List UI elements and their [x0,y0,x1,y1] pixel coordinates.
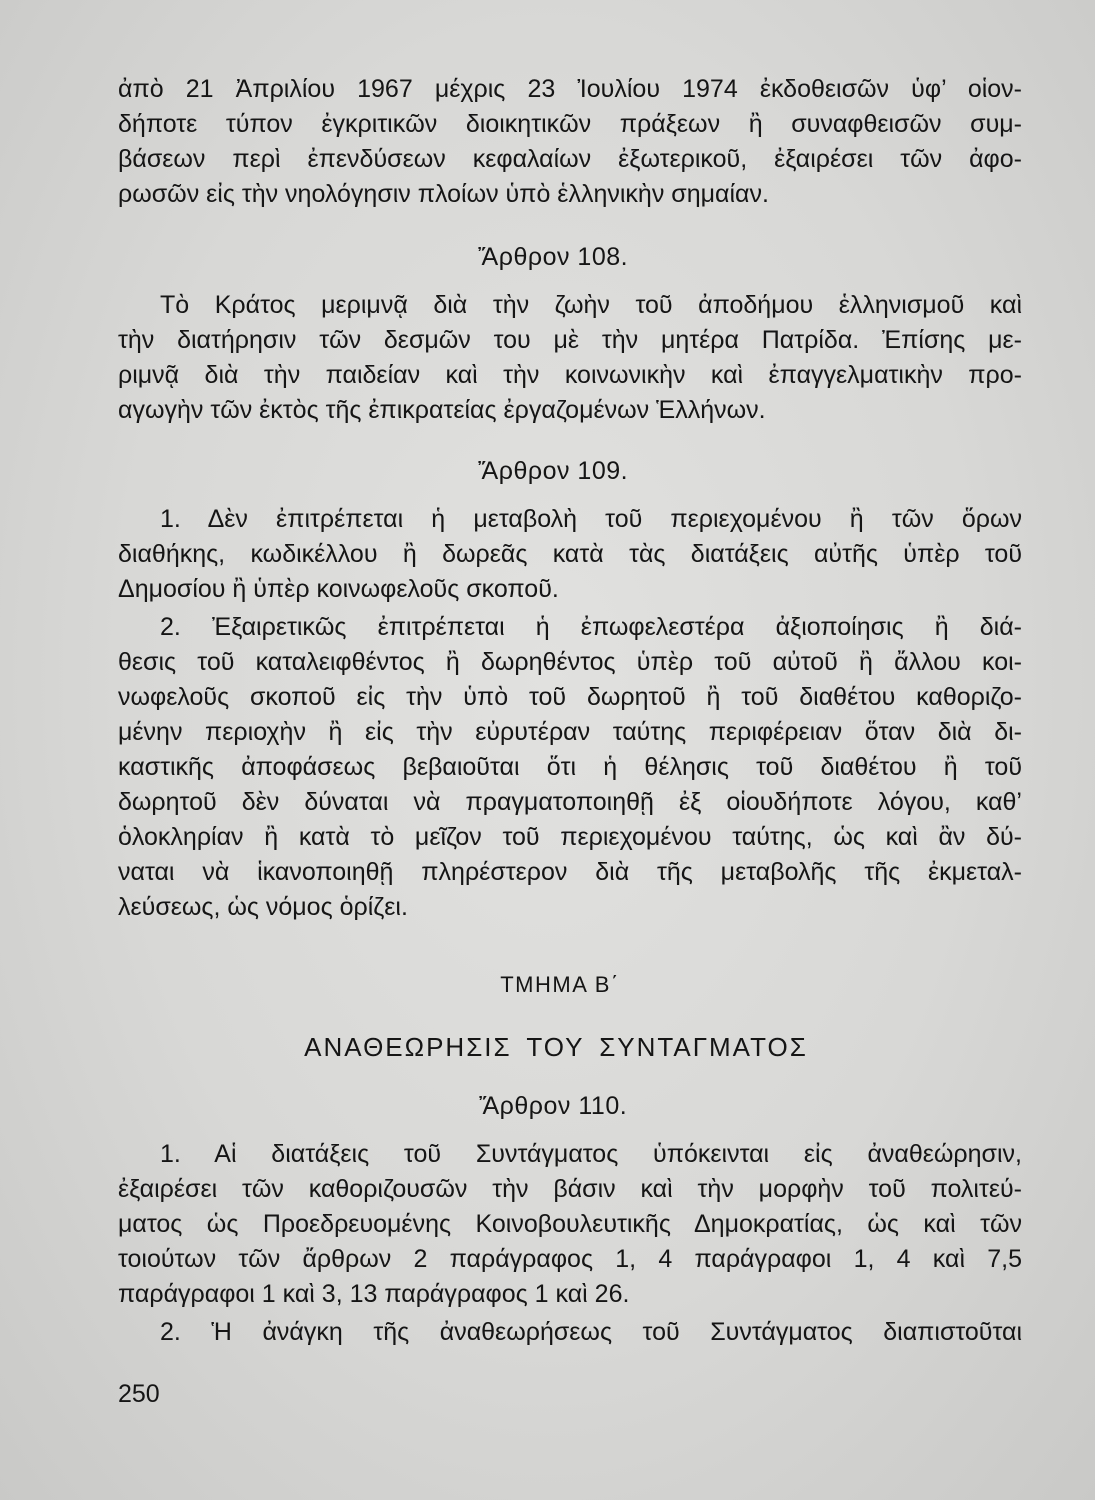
section-title: ΑΝΑΘΕΩΡΗΣΙΣ ΤΟΥ ΣΥΝΤΑΓΜΑΤΟΣ [304,1032,808,1062]
text-line: 1. Δὲν ἐπιτρέπεται ἡ μεταβολὴ τοῦ περιεχομένου ἢ τῶν ὅρων [160,505,1022,533]
text-line: ἀπὸ 21 Ἀπριλίου 1967 μέχρις 23 Ἰουλίου 1974 ἐκδοθεισῶν ὑφ’ οἱον- [118,75,1022,103]
text-line: 1. Αἱ διατάξεις τοῦ Συντάγματος ὑπόκεινται εἰς ἀναθεώρησιν, [160,1140,1022,1168]
article-110-paragraph-2 [118,1315,1022,1350]
text-line: δωρητοῦ δὲν δύναται νὰ πραγματοποιηθῇ ἐξ οἱουδήποτε λόγου, καθ’ [118,788,1022,816]
text-line: λεύσεως, ὡς νόμος ὁρίζει. [118,893,408,921]
page-number: 250 [118,1380,160,1408]
continued-paragraph [118,72,1022,212]
text-line: αγωγὴν τῶν ἐκτὸς τῆς ἐπικρατείας ἐργαζομένων Ἑλλήνων. [118,396,766,424]
article-108-paragraph [118,288,1022,428]
text-line: νωφελοῦς σκοποῦ εἰς τὴν ὑπὸ τοῦ δωρητοῦ ἢ τοῦ διαθέτου καθοριζο- [118,683,1022,711]
text-line: 2. Ἐξαιρετικῶς ἐπιτρέπεται ἡ ἐπωφελεστέρα ἀξιοποίησις ἢ διά- [160,613,1022,641]
section-label: ΤΜΗΜΑ Β΄ [500,972,620,997]
text-line: τοιούτων τῶν ἄρθρων 2 παράγραφος 1, 4 παράγραφοι 1, 4 καὶ 7,5 [118,1245,1022,1273]
text-line: τὴν διατήρησιν τῶν δεσμῶν του μὲ τὴν μητέρα Πατρίδα. Ἐπίσης με- [118,326,1022,354]
text-line: βάσεων περὶ ἐπενδύσεων κεφαλαίων ἐξωτερικοῦ, ἐξαιρέσει τῶν ἀφο- [118,145,1022,173]
text-line: δήποτε τύπον ἐγκριτικῶν διοικητικῶν πράξεων ἢ συναφθεισῶν συμ- [118,110,1022,138]
text-line: ριμνᾷ διὰ τὴν παιδείαν καὶ τὴν κοινωνικὴν καὶ ἐπαγγελματικὴν προ- [118,361,1022,389]
text-line: ματος ὡς Προεδρευομένης Κοινοβουλευτικῆς Δημοκρατίας, ὡς καὶ τῶν [118,1210,1022,1238]
article-110-paragraph-1 [118,1137,1022,1312]
text-line: Τὸ Κράτος μεριμνᾷ διὰ τὴν ζωὴν τοῦ ἀποδήμου ἑλληνισμοῦ καὶ [160,291,1022,319]
text-line: Δημοσίου ἢ ὑπὲρ κοινωφελοῦς σκοποῦ. [118,575,559,603]
article-110-heading: Ἄρθρον 110. [478,1092,628,1120]
text-line: 2. Ἡ ἀνάγκη τῆς ἀναθεωρήσεως τοῦ Συντάγματος διαπιστοῦται [160,1318,1022,1346]
article-108-heading: Ἄρθρον 108. [477,243,629,271]
text-line: θεσις τοῦ καταλειφθέντος ἢ δωρηθέντος ὑπὲρ τοῦ αὐτοῦ ἢ ἄλλου κοι- [118,648,1022,676]
text-column [118,72,1022,1412]
article-109-paragraph-1 [118,502,1022,607]
text-line: ναται νὰ ἱκανοποιηθῇ πληρέστερον διὰ τῆς μεταβολῆς τῆς ἐκμεταλ- [118,858,1022,886]
text-line: ρωσῶν εἰς τὴν νηολόγησιν πλοίων ὑπὸ ἑλληνικὴν σημαίαν. [118,180,769,208]
text-line: παράγραφοι 1 καὶ 3, 13 παράγραφος 1 καὶ 26. [118,1280,630,1308]
text-line: ἐξαιρέσει τῶν καθοριζουσῶν τὴν βάσιν καὶ τὴν μορφὴν τοῦ πολιτεύ- [118,1175,1022,1203]
text-line: ὁλοκληρίαν ἢ κατὰ τὸ μεῖζον τοῦ περιεχομένου ταύτης, ὡς καὶ ἂν δύ- [118,823,1022,851]
text-line: καστικῆς ἀποφάσεως βεβαιοῦται ὅτι ἡ θέλησις τοῦ διαθέτου ἢ τοῦ [118,753,1022,781]
article-109-heading: Ἄρθρον 109. [477,457,629,485]
article-109-paragraph-2 [118,610,1022,925]
text-line: μένην περιοχὴν ἢ εἰς τὴν εὐρυτέραν ταύτης περιφέρειαν ὅταν διὰ δι- [118,718,1022,746]
text-line: διαθήκης, κωδικέλλου ἢ δωρεᾶς κατὰ τὰς διατάξεις αὐτῆς ὑπὲρ τοῦ [118,540,1022,568]
